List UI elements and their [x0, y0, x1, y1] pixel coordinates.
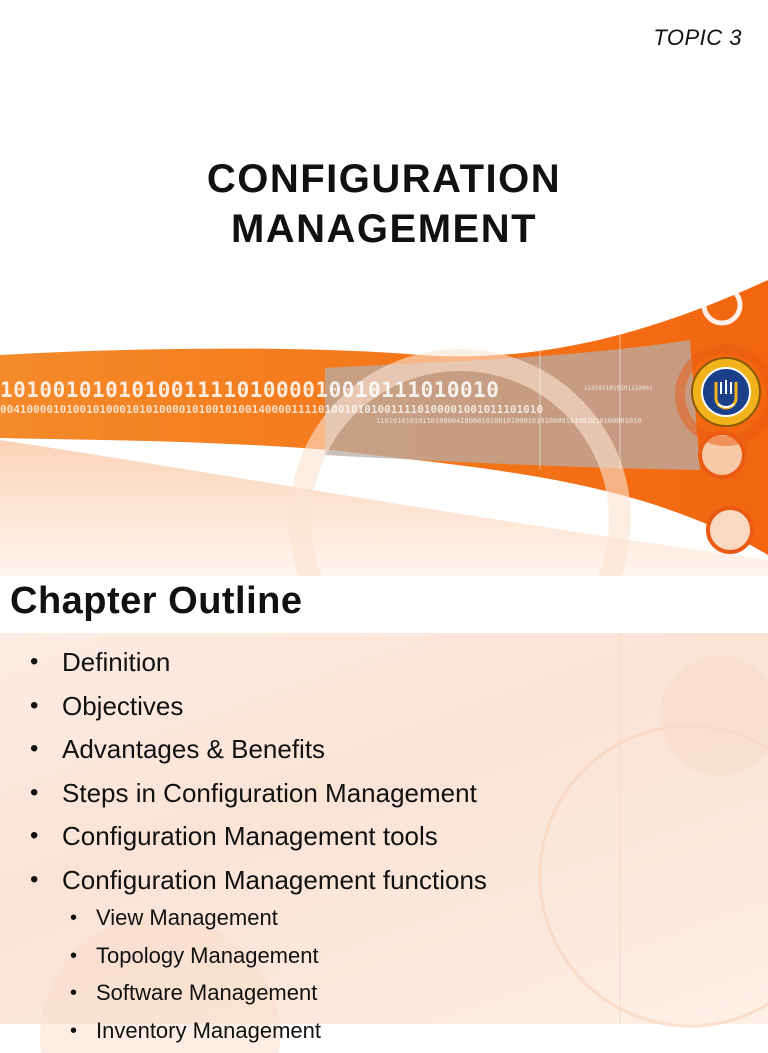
outline-subitem: • Inventory Management [70, 1016, 321, 1053]
outline-heading-bar [0, 576, 768, 633]
title-line-1: CONFIGURATION [0, 154, 768, 204]
outline-subitem: • Topology Management [70, 941, 321, 979]
outline-slide [0, 576, 768, 1024]
outline-subitem: • View Management [70, 903, 321, 941]
binary-strip-secondary: 0041000010100101000101010000101001010014000011110100101010011110100001001011101010 [0, 403, 543, 416]
topic-label: TOPIC 3 [653, 25, 742, 51]
university-seal-logo [690, 356, 762, 428]
binary-strip-right: 1101011010101110001 [584, 385, 653, 392]
binary-strip-small: 110101010101101000041000010100101000101010000101001010100001010 [376, 417, 642, 425]
outline-item: • Definition [30, 646, 487, 690]
outline-item: • Steps in Configuration Management [30, 777, 487, 821]
title-line-2: MANAGEMENT [0, 204, 768, 254]
outline-sublist [70, 903, 321, 1053]
binary-strip-main: 10100101010100111101000010010111010010 [0, 378, 499, 402]
outline-list [30, 646, 487, 907]
outline-item: • Configuration Management functions [30, 864, 487, 908]
outline-heading: Chapter Outline [10, 580, 303, 623]
outline-item: • Advantages & Benefits [30, 733, 487, 777]
outline-item: • Objectives [30, 690, 487, 734]
outline-subitem: • Software Management [70, 978, 321, 1016]
slide-title [0, 154, 768, 254]
outline-item: • Configuration Management tools [30, 820, 487, 864]
